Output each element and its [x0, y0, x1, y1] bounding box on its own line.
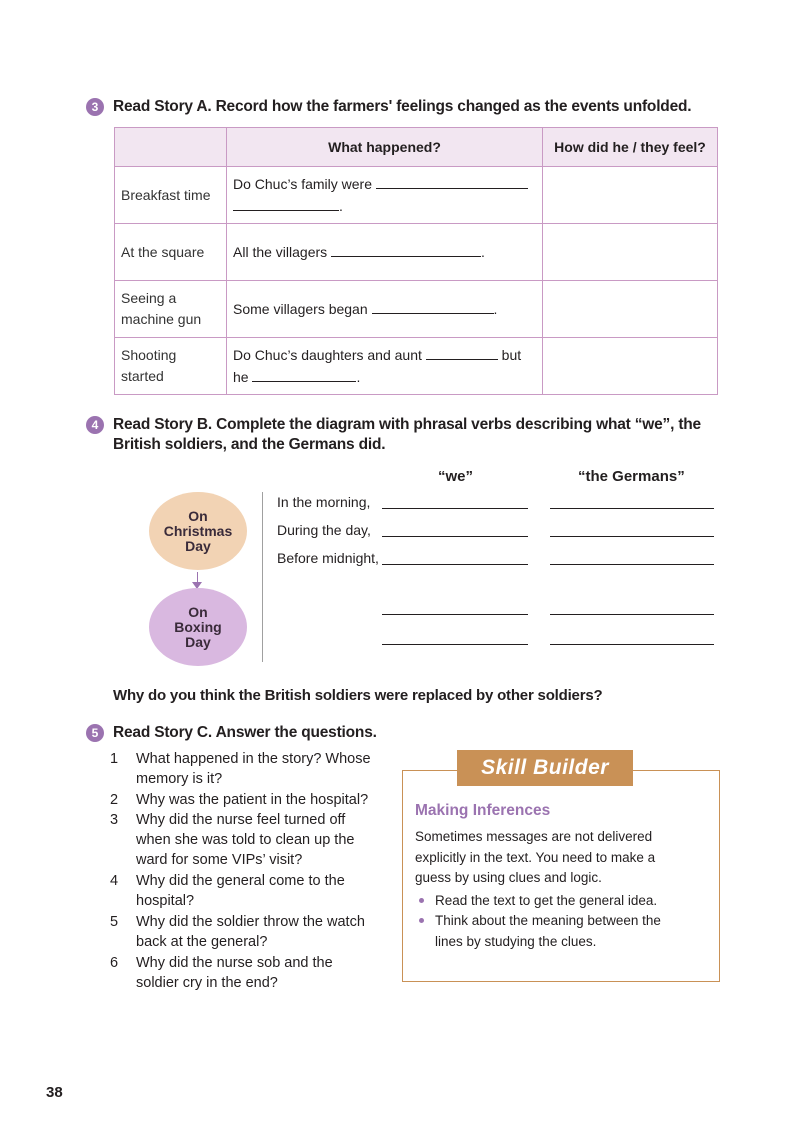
feel-cell[interactable]: [543, 167, 718, 224]
row-label: Shooting started: [115, 338, 227, 395]
period-text: .: [481, 244, 485, 260]
skill-bullet-2: Think about the meaning between the lines by studying the clues.: [435, 913, 661, 949]
period-text: .: [356, 369, 361, 385]
table-row: [115, 281, 718, 338]
answer-line-we[interactable]: [382, 536, 528, 537]
what-text: Some villagers began: [233, 301, 368, 317]
what-cell: [227, 167, 543, 224]
feel-cell[interactable]: [543, 281, 718, 338]
skill-bullet-1: Read the text to get the general idea.: [435, 893, 658, 908]
diagram-divider: [262, 492, 263, 662]
what-cell: [227, 281, 543, 338]
boxing-line2: Boxing: [174, 618, 222, 635]
christmas-day-ellipse: [149, 492, 247, 570]
col-header-what: What happened?: [227, 128, 543, 167]
question-text: What happened in the story? Whose memory is it?: [136, 751, 371, 787]
section-5-heading: Read Story C. Answer the questions.: [113, 724, 377, 741]
answer-line-germans[interactable]: [550, 564, 714, 565]
answer-line-germans[interactable]: [550, 536, 714, 537]
prompt-morning: In the morning,: [277, 494, 371, 510]
answer-blank[interactable]: [233, 196, 339, 211]
question-text: Why did the nurse sob and the soldier cry in the end?: [136, 955, 333, 991]
skill-builder-tag: Skill Builder: [457, 750, 633, 786]
christmas-line1: On: [188, 507, 208, 524]
col-label-germans: “the Germans”: [578, 468, 685, 485]
question-number: 5: [110, 914, 119, 930]
page-number: 38: [46, 1084, 63, 1101]
answer-line-we[interactable]: [382, 614, 528, 615]
boxing-line1: On: [188, 603, 208, 620]
boxing-day-ellipse: [149, 588, 247, 666]
bullet-dot-icon: [419, 918, 424, 923]
what-text: All the villagers: [233, 244, 328, 260]
bullet-dot-icon: [419, 898, 424, 903]
but-text: but: [501, 347, 522, 363]
table-row: [115, 338, 718, 395]
answer-line-we[interactable]: [382, 564, 528, 565]
section-4-badge: 4: [86, 416, 104, 434]
what-cell: [227, 224, 543, 281]
question-text: Why did the general come to the hospital?: [136, 873, 345, 909]
answer-blank[interactable]: [252, 367, 356, 382]
answer-blank[interactable]: [331, 242, 481, 257]
question-number: 6: [110, 955, 119, 971]
row-label: Breakfast time: [115, 167, 227, 224]
prompt-midnight: Before midnight,: [277, 550, 379, 566]
answer-blank[interactable]: [372, 299, 494, 314]
section-4-question: Why do you think the British soldiers were replaced by other soldiers?: [113, 687, 603, 704]
section-3-badge: 3: [86, 98, 104, 116]
question-number: 1: [110, 751, 119, 767]
answer-line-we[interactable]: [382, 644, 528, 645]
question-number: 3: [110, 812, 119, 828]
question-text: Why did the soldier throw the watch back at the general?: [136, 914, 365, 950]
col-label-we: “we”: [438, 468, 474, 485]
table-row: [115, 167, 718, 224]
he-text: he: [233, 369, 249, 385]
what-text: Do Chuc’s daughters and aunt: [233, 347, 422, 363]
what-text: Do Chuc’s family were: [233, 176, 373, 192]
answer-blank[interactable]: [426, 345, 498, 360]
col-header-feel: How did he / they feel?: [543, 128, 718, 167]
christmas-line3: Day: [185, 537, 211, 554]
answer-line-germans[interactable]: [550, 614, 714, 615]
section-5-badge: 5: [86, 724, 104, 742]
boxing-line3: Day: [185, 633, 211, 650]
answer-line-germans[interactable]: [550, 508, 714, 509]
skill-builder-title: Making Inferences: [415, 802, 551, 819]
section-4-heading-line2: British soldiers, and the Germans did.: [113, 436, 386, 453]
prompt-day: During the day,: [277, 522, 371, 538]
question-number: 2: [110, 792, 119, 808]
answer-blank[interactable]: [376, 174, 528, 189]
feelings-table: [114, 127, 718, 395]
section-4-heading-line1: Read Story B. Complete the diagram with phrasal verbs describing what “we”, the: [113, 416, 701, 433]
feel-cell[interactable]: [543, 224, 718, 281]
row-label: Seeing a machine gun: [115, 281, 227, 338]
question-text: Why was the patient in the hospital?: [136, 792, 369, 808]
question-text: Why did the nurse feel turned off when she was told to clean up the ward for some VIPs’ visit?: [136, 812, 355, 868]
period-text: .: [339, 198, 343, 214]
feel-cell[interactable]: [543, 338, 718, 395]
question-number: 4: [110, 873, 119, 889]
answer-line-germans[interactable]: [550, 644, 714, 645]
table-corner: [115, 128, 227, 167]
period-text: .: [493, 301, 498, 317]
table-row: [115, 224, 718, 281]
what-cell: [227, 338, 543, 395]
skill-builder-body: Sometimes messages are not delivered explicitly in the text. You need to make a guess by using clues and logic.: [415, 829, 656, 885]
answer-line-we[interactable]: [382, 508, 528, 509]
section-3-heading: Read Story A. Record how the farmers' feelings changed as the events unfolded.: [113, 98, 692, 115]
christmas-line2: Christmas: [163, 522, 233, 539]
row-label: At the square: [115, 224, 227, 281]
